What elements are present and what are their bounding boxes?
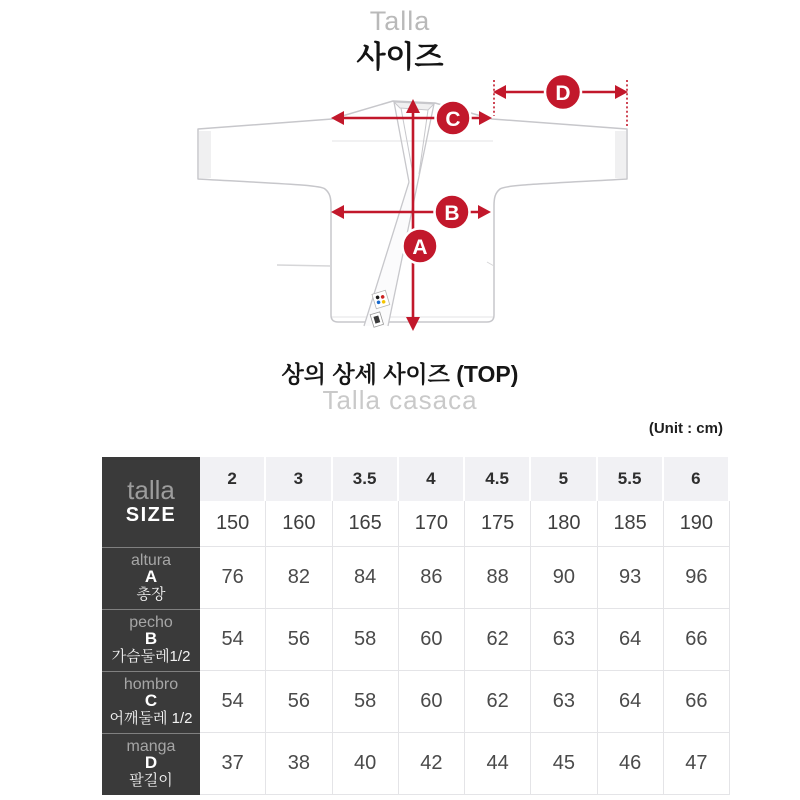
measure-label-d: D xyxy=(555,82,571,105)
row-label-es: hombro xyxy=(123,675,179,693)
table-cell: 38 xyxy=(266,733,332,795)
row-label-es: pecho xyxy=(129,613,173,631)
corner-label-en: SIZE xyxy=(125,504,177,526)
size-col-header: 4 xyxy=(399,457,465,501)
row-label-ko: 가슴둘레1/2 xyxy=(111,647,191,665)
table-cell: 64 xyxy=(598,609,664,671)
row-label-letter: B xyxy=(144,628,158,648)
table-cell: 90 xyxy=(531,547,597,609)
table-cell: 47 xyxy=(664,733,730,795)
size-col-header: 6 xyxy=(664,457,730,501)
table-cell: 56 xyxy=(266,671,332,733)
table-cell: 40 xyxy=(333,733,399,795)
table-cell: 66 xyxy=(664,671,730,733)
size-col-header: 2 xyxy=(200,457,266,501)
row-label-ko: 팔길이 xyxy=(129,771,173,789)
page-title-ko: 사이즈 xyxy=(356,41,444,74)
corner-label-es: talla xyxy=(127,475,175,505)
row-label-letter: A xyxy=(144,566,158,586)
row-header-hombro xyxy=(102,671,200,733)
table-cell: 54 xyxy=(200,671,266,733)
table-cell: 46 xyxy=(598,733,664,795)
table-cell: 84 xyxy=(333,547,399,609)
table-cell: 86 xyxy=(399,547,465,609)
table-cell: 42 xyxy=(399,733,465,795)
table-cell: 63 xyxy=(531,671,597,733)
size-col-header: 5.5 xyxy=(598,457,664,501)
height-cell: 170 xyxy=(399,501,465,547)
measure-label-c: C xyxy=(445,108,461,131)
table-cell: 56 xyxy=(266,609,332,671)
height-cell: 150 xyxy=(200,501,266,547)
size-col-header: 4.5 xyxy=(465,457,531,501)
caption-ko: 상의 상세 사이즈 (TOP) xyxy=(281,361,519,387)
page-title-es: Talla xyxy=(369,6,431,36)
table-cell: 45 xyxy=(531,733,597,795)
size-col-header: 3.5 xyxy=(333,457,399,501)
table-cell: 60 xyxy=(399,671,465,733)
size-col-header: 3 xyxy=(266,457,332,501)
table-cell: 82 xyxy=(266,547,332,609)
row-label-letter: D xyxy=(144,752,158,772)
row-label-ko: 총장 xyxy=(136,585,166,603)
height-cell: 185 xyxy=(598,501,664,547)
height-cell: 165 xyxy=(333,501,399,547)
height-cell: 190 xyxy=(664,501,730,547)
unit-label: (Unit : cm) xyxy=(648,420,723,437)
table-cell: 54 xyxy=(200,609,266,671)
measure-label-b: B xyxy=(444,202,460,225)
size-table xyxy=(102,457,730,795)
table-cell: 63 xyxy=(531,609,597,671)
height-cell: 160 xyxy=(266,501,332,547)
row-label-letter: C xyxy=(144,690,158,710)
measure-label-a: A xyxy=(412,236,428,259)
table-cell: 62 xyxy=(465,671,531,733)
row-label-es: manga xyxy=(126,737,176,755)
table-cell: 58 xyxy=(333,671,399,733)
table-cell: 64 xyxy=(598,671,664,733)
size-table-corner xyxy=(102,457,200,547)
row-header-manga xyxy=(102,733,200,795)
table-cell: 88 xyxy=(465,547,531,609)
caption-es: Talla casaca xyxy=(322,385,478,415)
size-col-header: 5 xyxy=(531,457,597,501)
height-cell: 175 xyxy=(465,501,531,547)
table-cell: 58 xyxy=(333,609,399,671)
table-cell: 76 xyxy=(200,547,266,609)
table-cell: 93 xyxy=(598,547,664,609)
table-cell: 66 xyxy=(664,609,730,671)
table-cell: 37 xyxy=(200,733,266,795)
table-cell: 96 xyxy=(664,547,730,609)
table-cell: 44 xyxy=(465,733,531,795)
row-label-ko: 어깨둘레 1/2 xyxy=(109,709,193,727)
table-cell: 62 xyxy=(465,609,531,671)
row-header-altura xyxy=(102,547,200,609)
height-cell: 180 xyxy=(531,501,597,547)
row-label-es: altura xyxy=(130,551,172,569)
table-cell: 60 xyxy=(399,609,465,671)
row-header-pecho xyxy=(102,609,200,671)
